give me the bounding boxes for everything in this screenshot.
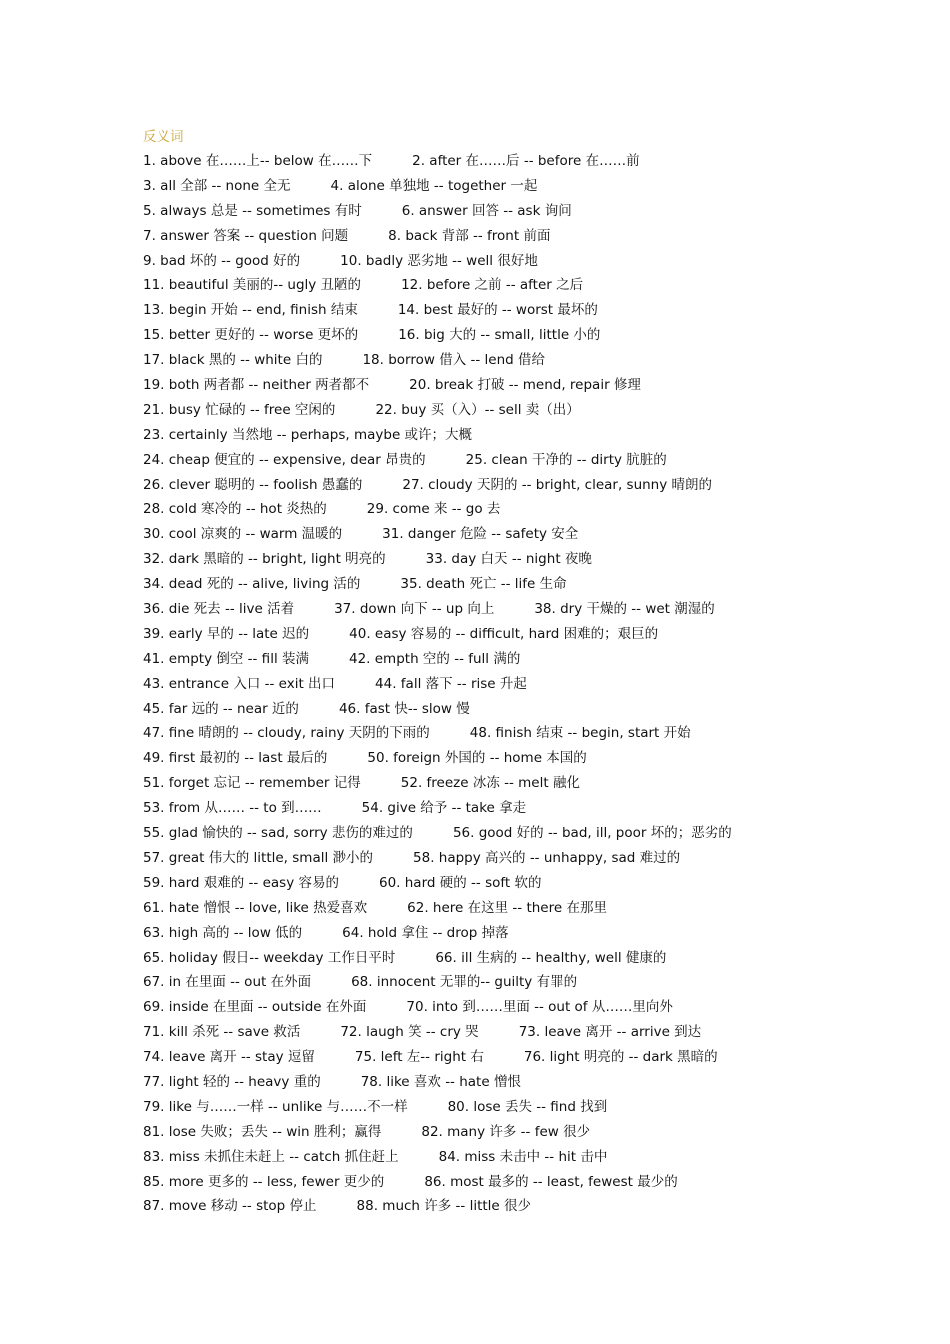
antonym-pair: 72. laugh 笑 -- cry 哭 <box>340 1024 479 1041</box>
antonym-pair: 32. dark 黑暗的 -- bright, light 明亮的 <box>143 551 386 568</box>
antonym-pair: 20. break 打破 -- mend, repair 修理 <box>409 377 641 394</box>
antonym-pair: 49. first 最初的 -- last 最后的 <box>143 750 328 767</box>
antonym-line <box>143 995 843 1020</box>
antonym-line <box>143 697 843 722</box>
antonym-pair: 41. empty 倒空 -- fill 装满 <box>143 650 309 667</box>
antonym-pair: 30. cool 凉爽的 -- warm 温暖的 <box>143 526 343 543</box>
antonym-pair: 54. give 给予 -- take 拿走 <box>361 800 527 817</box>
antonym-pair: 67. in 在里面 -- out 在外面 <box>143 974 312 991</box>
antonym-line <box>143 647 843 672</box>
antonym-pair: 18. borrow 借入 -- lend 借给 <box>362 352 545 369</box>
antonym-line <box>143 199 843 224</box>
antonym-line <box>143 423 843 448</box>
antonym-line <box>143 572 843 597</box>
antonym-pair: 40. easy 容易的 -- difficult, hard 困难的；艰巨的 <box>349 625 659 642</box>
antonym-pair: 48. finish 结束 -- begin, start 开始 <box>469 725 691 742</box>
antonym-list-page <box>143 126 843 1219</box>
antonym-pair: 44. fall 落下 -- rise 升起 <box>375 675 527 692</box>
antonym-line <box>143 448 843 473</box>
antonym-pair: 21. busy 忙碌的 -- free 空闲的 <box>143 401 336 418</box>
antonym-pair: 9. bad 坏的 -- good 好的 <box>143 252 301 269</box>
antonym-pair: 11. beautiful 美丽的-- ugly 丑陋的 <box>143 277 362 294</box>
antonym-pair: 59. hard 艰难的 -- easy 容易的 <box>143 874 339 891</box>
antonym-pair: 15. better 更好的 -- worse 更坏的 <box>143 327 359 344</box>
antonym-pair: 25. clean 干净的 -- dirty 肮脏的 <box>465 451 667 468</box>
antonym-pair: 88. much 许多 -- little 很少 <box>356 1198 532 1215</box>
antonym-pair: 31. danger 危险 -- safety 安全 <box>382 526 579 543</box>
antonym-pair: 35. death 死亡 -- life 生命 <box>400 576 567 593</box>
antonym-pair: 8. back 背部 -- front 前面 <box>388 227 551 244</box>
antonym-pair: 79. like 与……一样 -- unlike 与……不一样 <box>143 1098 408 1115</box>
antonym-pair: 73. leave 离开 -- arrive 到达 <box>518 1024 702 1041</box>
antonym-line <box>143 497 843 522</box>
antonym-pair: 12. before 之前 -- after 之后 <box>401 277 584 294</box>
antonym-pair: 6. answer 回答 -- ask 询问 <box>401 202 572 219</box>
antonym-pair: 78. like 喜欢 -- hate 憎恨 <box>360 1073 521 1090</box>
antonym-pair: 52. freeze 冰冻 -- melt 融化 <box>400 775 580 792</box>
antonym-line <box>143 896 843 921</box>
antonym-pair: 62. here 在这里 -- there 在那里 <box>407 899 607 916</box>
antonym-pair: 70. into 到……里面 -- out of 从……里向外 <box>406 999 673 1016</box>
antonym-line <box>143 846 843 871</box>
antonym-pair: 5. always 总是 -- sometimes 有时 <box>143 202 362 219</box>
antonym-pair: 37. down 向下 -- up 向上 <box>334 601 495 618</box>
antonym-pair: 87. move 移动 -- stop 停止 <box>143 1198 317 1215</box>
antonym-line <box>143 1120 843 1145</box>
antonym-line <box>143 473 843 498</box>
antonym-line <box>143 1095 843 1120</box>
antonym-pair: 45. far 远的 -- near 近的 <box>143 700 299 717</box>
antonym-pair: 14. best 最好的 -- worst 最坏的 <box>397 302 598 319</box>
antonym-pair: 4. alone 单独地 -- together 一起 <box>330 177 538 194</box>
antonym-pair: 43. entrance 入口 -- exit 出口 <box>143 675 336 692</box>
antonym-pair: 50. foreign 外国的 -- home 本国的 <box>367 750 587 767</box>
antonym-line <box>143 174 843 199</box>
antonym-pair: 38. dry 干燥的 -- wet 潮湿的 <box>534 601 715 618</box>
antonym-pair: 86. most 最多的 -- least, fewest 最少的 <box>424 1173 678 1190</box>
antonym-line <box>143 149 843 174</box>
antonym-line <box>143 771 843 796</box>
antonym-line <box>143 1170 843 1195</box>
antonym-pair: 36. die 死去 -- live 活着 <box>143 601 295 618</box>
antonym-pair: 55. glad 愉快的 -- sad, sorry 悲伤的难过的 <box>143 825 413 842</box>
antonym-line <box>143 821 843 846</box>
antonym-line <box>143 522 843 547</box>
section-heading: 反义词 <box>143 129 184 145</box>
antonym-pair: 39. early 早的 -- late 迟的 <box>143 625 310 642</box>
antonym-pair: 77. light 轻的 -- heavy 重的 <box>143 1073 321 1090</box>
antonym-line <box>143 1070 843 1095</box>
antonym-line <box>143 1194 843 1219</box>
antonym-pair: 80. lose 丢失 -- find 找到 <box>447 1098 608 1115</box>
antonym-pair: 68. innocent 无罪的-- guilty 有罪的 <box>351 974 578 991</box>
antonym-line <box>143 398 843 423</box>
antonym-pair: 75. left 左-- right 右 <box>354 1049 484 1066</box>
antonym-pair: 42. empth 空的 -- full 满的 <box>348 650 521 667</box>
antonym-line <box>143 946 843 971</box>
antonym-pair: 7. answer 答案 -- question 问题 <box>143 227 349 244</box>
antonym-pair: 46. fast 快-- slow 慢 <box>338 700 470 717</box>
antonym-pair: 60. hard 硬的 -- soft 软的 <box>378 874 542 891</box>
antonym-pair: 83. miss 未抓住未赶上 -- catch 抓住赶上 <box>143 1148 399 1165</box>
antonym-pair: 61. hate 憎恨 -- love, like 热爱喜欢 <box>143 899 368 916</box>
antonym-pair: 84. miss 未击中 -- hit 击中 <box>438 1148 608 1165</box>
antonym-line <box>143 373 843 398</box>
antonym-pair: 16. big 大的 -- small, little 小的 <box>398 327 601 344</box>
antonym-pair: 1. above 在……上-- below 在……下 <box>143 153 373 169</box>
antonym-pair: 85. more 更多的 -- less, fewer 更少的 <box>143 1173 385 1190</box>
antonym-pair: 81. lose 失败；丢失 -- win 胜利；赢得 <box>143 1123 382 1140</box>
antonym-pair: 10. badly 恶劣地 -- well 很好地 <box>340 252 538 269</box>
antonym-pair: 57. great 伟大的 little, small 渺小的 <box>143 849 374 866</box>
antonym-line <box>143 224 843 249</box>
antonym-line <box>143 249 843 274</box>
antonym-pair: 19. both 两者都 -- neither 两者都不 <box>143 377 370 394</box>
antonym-lines <box>143 149 843 1219</box>
antonym-pair: 63. high 高的 -- low 低的 <box>143 924 303 941</box>
antonym-pair: 69. inside 在里面 -- outside 在外面 <box>143 999 367 1016</box>
antonym-line <box>143 273 843 298</box>
antonym-pair: 71. kill 杀死 -- save 救活 <box>143 1024 301 1041</box>
antonym-pair: 56. good 好的 -- bad, ill, poor 坏的；恶劣的 <box>452 825 732 842</box>
antonym-pair: 2. after 在……后 -- before 在……前 <box>412 153 640 169</box>
antonym-pair: 26. clever 聪明的 -- foolish 愚蠢的 <box>143 476 363 493</box>
antonym-pair: 74. leave 离开 -- stay 逗留 <box>143 1049 315 1066</box>
antonym-line <box>143 348 843 373</box>
antonym-line <box>143 597 843 622</box>
antonym-pair: 23. certainly 当然地 -- perhaps, maybe 或许；大概 <box>143 426 473 443</box>
antonym-pair: 3. all 全部 -- none 全无 <box>143 177 291 194</box>
antonym-line <box>143 746 843 771</box>
antonym-line <box>143 298 843 323</box>
antonym-line <box>143 1145 843 1170</box>
antonym-line <box>143 796 843 821</box>
antonym-pair: 13. begin 开始 -- end, finish 结束 <box>143 302 358 319</box>
antonym-line <box>143 721 843 746</box>
antonym-line <box>143 1045 843 1070</box>
antonym-pair: 28. cold 寒冷的 -- hot 炎热的 <box>143 501 327 518</box>
antonym-pair: 47. fine 晴朗的 -- cloudy, rainy 天阴的下雨的 <box>143 725 430 742</box>
antonym-pair: 27. cloudy 天阴的 -- bright, clear, sunny 晴朗的 <box>402 476 713 493</box>
antonym-pair: 29. come 来 -- go 去 <box>366 501 501 518</box>
antonym-pair: 22. buy 买（入）-- sell 卖（出） <box>375 401 580 418</box>
antonym-line <box>143 921 843 946</box>
antonym-pair: 51. forget 忘记 -- remember 记得 <box>143 775 361 792</box>
antonym-pair: 53. from 从…… -- to 到…… <box>143 800 322 817</box>
antonym-pair: 24. cheap 便宜的 -- expensive, dear 昂贵的 <box>143 451 426 468</box>
antonym-line <box>143 871 843 896</box>
antonym-line <box>143 547 843 572</box>
antonym-pair: 17. black 黑的 -- white 白的 <box>143 352 323 369</box>
antonym-line <box>143 1020 843 1045</box>
antonym-pair: 82. many 许多 -- few 很少 <box>421 1123 591 1140</box>
antonym-line <box>143 970 843 995</box>
antonym-pair: 58. happy 高兴的 -- unhappy, sad 难过的 <box>413 849 681 866</box>
antonym-line <box>143 622 843 647</box>
antonym-pair: 34. dead 死的 -- alive, living 活的 <box>143 576 361 593</box>
antonym-pair: 64. hold 拿住 -- drop 掉落 <box>342 924 509 941</box>
antonym-pair: 66. ill 生病的 -- healthy, well 健康的 <box>435 949 667 966</box>
antonym-line <box>143 323 843 348</box>
antonym-pair: 33. day 白天 -- night 夜晚 <box>425 551 592 568</box>
antonym-pair: 76. light 明亮的 -- dark 黑暗的 <box>523 1049 718 1066</box>
antonym-line <box>143 672 843 697</box>
antonym-pair: 65. holiday 假日-- weekday 工作日平时 <box>143 949 396 966</box>
